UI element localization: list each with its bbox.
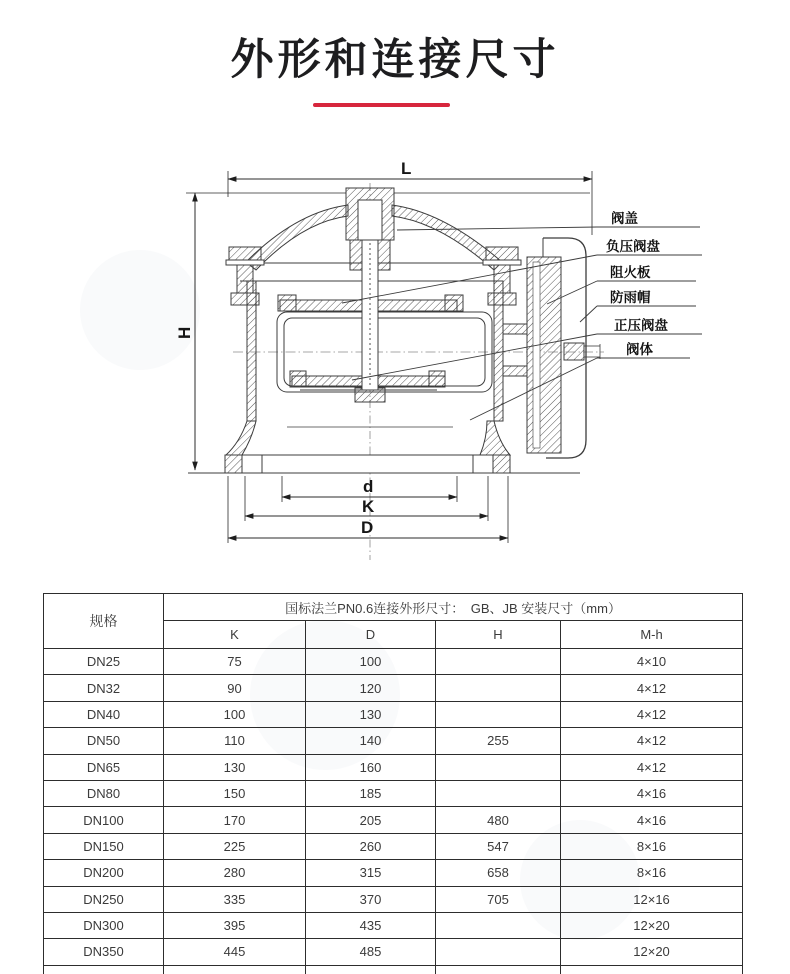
table-row: DN200 280 315 658 8×16	[44, 860, 743, 886]
spec-cell: DN50	[44, 728, 164, 754]
table-header-spec: 规格	[44, 594, 164, 649]
part-label-valve-body: 阀体	[626, 342, 653, 357]
table-row: DN40 100 130 4×12	[44, 701, 743, 727]
spec-cell: DN200	[44, 860, 164, 886]
table-row: DN32 90 120 4×12	[44, 675, 743, 701]
part-label-negative-pressure-disc: 负压阀盘	[606, 239, 660, 254]
spec-cell: DN40	[44, 701, 164, 727]
part-label-positive-pressure-disc: 正压阀盘	[614, 318, 668, 333]
table-row: DN100 170 205 480 4×16	[44, 807, 743, 833]
dim-label-K: K	[362, 497, 375, 516]
base-flange	[225, 455, 510, 473]
part-label-flame-arrester-plate: 阻火板	[610, 265, 651, 280]
spec-cell: DN250	[44, 886, 164, 912]
spec-cell: DN100	[44, 807, 164, 833]
part-label-rain-cap: 防雨帽	[610, 290, 651, 305]
dim-label-H: H	[175, 326, 194, 339]
table-row: DN25 75 100 4×10	[44, 649, 743, 675]
col-header-D: D	[306, 621, 436, 649]
col-header-M-h: M-h	[561, 621, 743, 649]
col-header-H: H	[436, 621, 561, 649]
flange-bolt-left	[226, 247, 264, 305]
dim-label-D: D	[361, 518, 374, 537]
table-row: DN300 395 435 12×20	[44, 912, 743, 938]
table-row: DN150 225 260 547 8×16	[44, 833, 743, 859]
spec-cell: DN65	[44, 754, 164, 780]
flame-arrester-plate	[527, 257, 561, 453]
table-row: DN250 335 370 705 12×16	[44, 886, 743, 912]
table-group-header: 国标法兰PN0.6连接外形尺寸： GB、JB 安装尺寸（mm）	[164, 594, 743, 621]
dim-label-d: d	[363, 477, 374, 496]
table-row: DN350 445 485 12×20	[44, 939, 743, 965]
title-underline-rule	[313, 103, 450, 107]
spec-cell: DN300	[44, 912, 164, 938]
page-title: 外形和连接尺寸	[230, 36, 560, 84]
table-row-cut	[44, 965, 743, 974]
spec-cell: DN25	[44, 649, 164, 675]
valve-technical-drawing	[0, 130, 790, 590]
table-row: DN80 150 185 4×16	[44, 780, 743, 806]
valve-stem	[362, 240, 378, 390]
table-row: DN65 130 160 4×12	[44, 754, 743, 780]
part-label-valve-cover: 阀盖	[611, 211, 638, 226]
dimension-table	[43, 593, 743, 974]
side-bolt	[564, 343, 600, 360]
spec-cell: DN350	[44, 939, 164, 965]
spec-cell: DN32	[44, 675, 164, 701]
col-header-K: K	[164, 621, 306, 649]
table-row: DN50 110 140 255 4×12	[44, 728, 743, 754]
valve-body-section	[188, 188, 600, 473]
spec-cell: DN150	[44, 833, 164, 859]
dim-label-L: L	[401, 159, 412, 178]
spec-cell: DN80	[44, 780, 164, 806]
